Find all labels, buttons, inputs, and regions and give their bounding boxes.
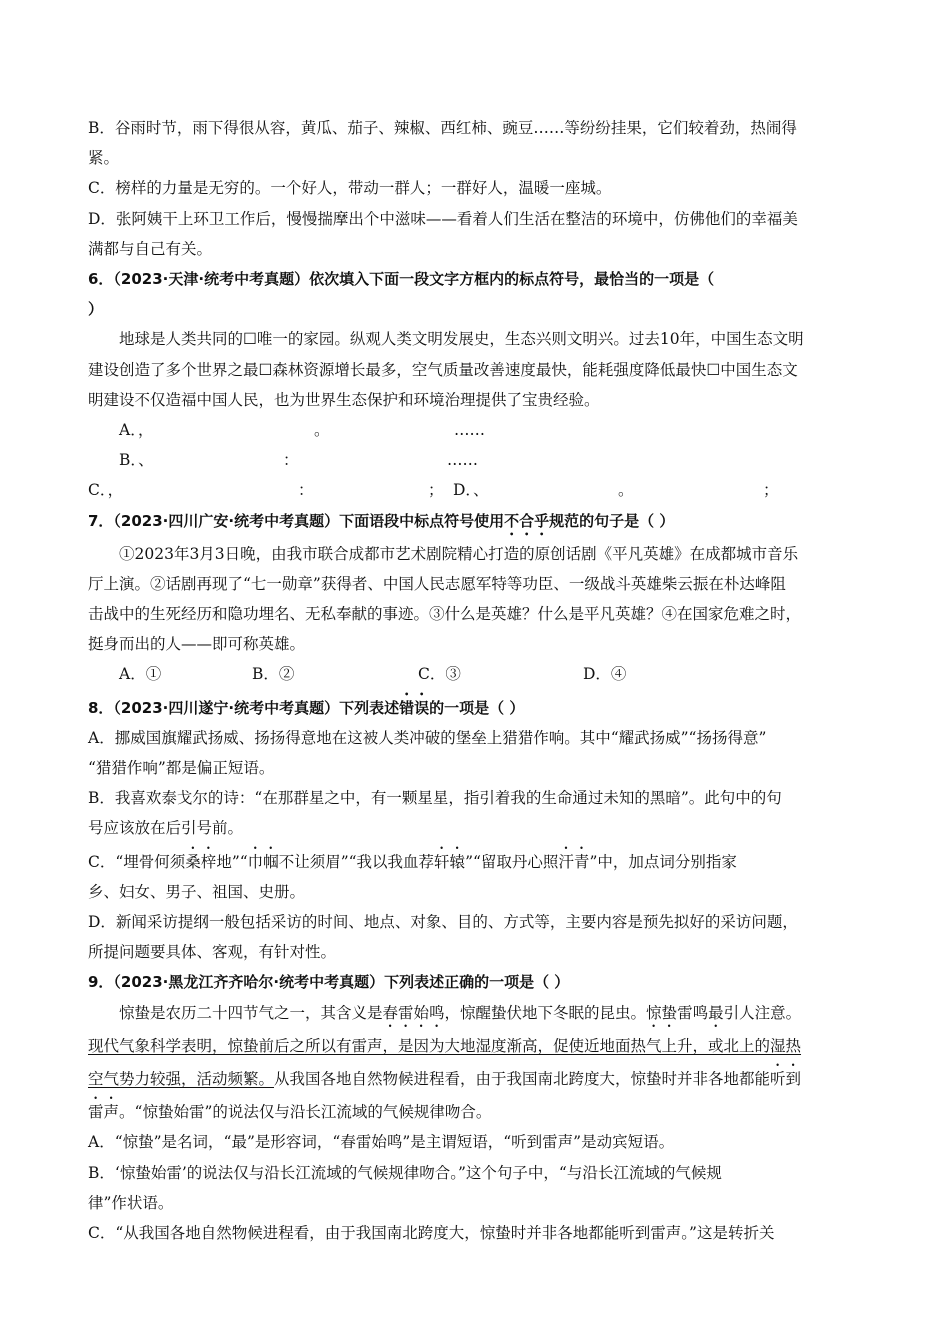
q9-option-a: A．“惊蛰”是名词，“最”是形容词，“春雷始鸣”是主谓短语，“听到雷声”是动宾短语。 — [88, 1133, 675, 1152]
q8-stem — [88, 690, 863, 723]
q9-passage-text1: 惊蛰是农历二十四节气之一，其含义是 — [119, 1003, 383, 1022]
document-body — [88, 113, 863, 1248]
q8-stem-text: 8．（2023·四川遂宁·统考中考真题）下列表述 — [88, 698, 400, 717]
q9-passage-line1 — [88, 998, 863, 1031]
q9-passage-emph2: 惊蛰 — [646, 1003, 678, 1022]
q7-option-a: A．① — [119, 665, 162, 684]
q7-stem-text: 7．（2023·四川广安·统考中考真题）下面语段中标点符号使用 — [88, 511, 505, 530]
q6-option-a — [88, 415, 863, 445]
q7-stem — [88, 506, 863, 539]
q6-passage-line3: 明建设不仅造福中国人民，也为世界生态保护和环境治理提供了宝贵经验。 — [88, 390, 600, 409]
q8-option-b-line2: 号应该放在后引号前。 — [88, 819, 244, 838]
q6-option-c-mark3: ； — [428, 481, 444, 500]
q6-options-c-d — [88, 475, 863, 505]
q8-option-c-emph3: 轩辕 — [434, 852, 466, 871]
q9-option-b-line1: B．‘惊蛰始雷’的说法仅与沿长江流域的气候规律吻合。”这个句子中，“与沿长江流域的气候规 — [88, 1163, 722, 1182]
q8-option-d-line2: 所提问题要具体、客观，有针对性。 — [88, 943, 337, 962]
q8-option-b-line1: B．我喜欢泰戈尔的诗：“在那群星之中，有一颗星星，指引着我的生命通过未知的黑暗”。此句中的句 — [88, 789, 782, 808]
q8-option-a-line1: A．挪威国旗耀武扬威、扬扬得意地在这被人类冲破的堡垒上猎猎作响。其中“耀武扬威”“扬扬得意” — [88, 728, 767, 747]
q9-passage-text6: 。“惊蛰始雷”的说法仅与沿长江流域的气候规律吻合。 — [119, 1103, 492, 1122]
q7-options — [88, 659, 863, 689]
q6-option-c-label: C．， — [88, 481, 124, 500]
q9-passage-line3 — [88, 1061, 863, 1094]
q6-option-a-label: A．， — [119, 421, 154, 440]
q8-option-c-text3: 不让须眉”“我以我血荐 — [278, 852, 435, 871]
q9-passage-text2: ，惊醒蛰伏地下冬眠的昆虫。 — [444, 1003, 647, 1022]
q8-option-d-line1: D．新闻采访提纲一般包括采访的时间、地点、对象、目的、方式等，主要内容是预先拟好的采访问题， — [88, 913, 798, 932]
q7-passage-line3: 击战中的生死经历和隐功埋名、无私奉献的事迹。③什么是英雄？什么是平凡英雄？④在国家危难之时， — [88, 605, 802, 624]
q9-passage-emph5: 雷声 — [88, 1103, 120, 1122]
q9-option-b-line2: 律”作状语。 — [88, 1193, 174, 1212]
q7-stem-emphasis: 不合乎 — [504, 511, 550, 530]
q6-option-d-label: D．、 — [453, 481, 489, 500]
q9-passage-text3: 雷鸣 — [677, 1003, 709, 1022]
q5-option-d-line2: 满都与自己有关。 — [88, 239, 213, 258]
q5-option-d-line1: D．张阿姨干上环卫工作后，慢慢揣摩出个中滋味——看着人们生活在整洁的环境中，仿佛他们的幸福美 — [88, 209, 798, 228]
q9-passage-text5: 从我国各地自然物候进程看，由于我国南北跨度大，惊蛰时并非各地都能 — [274, 1069, 771, 1088]
q7-option-b: B．② — [252, 665, 295, 684]
q9-passage-emph1: 春雷始鸣 — [382, 1003, 445, 1022]
q8-option-a-line2: “猎猎作响”都是偏正短语。 — [88, 759, 275, 778]
q6-option-d-mark3: ； — [763, 481, 779, 500]
q8-stem-tail: 的一项是（ ） — [429, 698, 525, 717]
q5-option-c: C．榜样的力量是无穷的。一个好人，带动一群人；一群好人，温暖一座城。 — [88, 179, 612, 198]
q6-option-b — [88, 445, 863, 475]
q7-passage-line4: 挺身而出的人——即可称英雄。 — [88, 635, 306, 654]
q9-passage-text4: 引人注意。 — [723, 1003, 802, 1022]
q6-option-b-mark3: …… — [447, 451, 478, 470]
q6-passage-line1: 地球是人类共同的☐唯一的家园。纵观人类文明发展史，生态兴则文明兴。过去10年，中国生态文明 — [119, 330, 804, 349]
q7-option-c: C．③ — [418, 665, 461, 684]
q8-stem-emphasis: 错误 — [399, 698, 430, 717]
q8-option-c-emph1: 桑梓 — [185, 852, 217, 871]
q6-option-d-mark2: 。 — [618, 481, 634, 500]
q8-option-c-emph2: 巾帼 — [247, 852, 279, 871]
q8-option-c-text4: ”“留取丹心照 — [465, 852, 559, 871]
q9-passage-line2 — [88, 1031, 863, 1061]
q8-option-c-line2: 乡、妇女、男子、祖国、史册。 — [88, 882, 306, 901]
q9-passage-emph3: 最 — [708, 1003, 724, 1022]
q7-stem-tail: 规范的句子是（ ） — [549, 511, 675, 530]
q9-stem: 9．（2023·黑龙江齐齐哈尔·统考中考真题）下列表述正确的一项是（ ） — [88, 973, 570, 992]
q6-stem-line1: 6．（2023·天津·统考中考真题）依次填入下面一段文字方框内的标点符号，最恰当的一项是（ — [88, 270, 715, 289]
q8-option-c-text1: C．“埋骨何须 — [88, 852, 186, 871]
q9-passage-underlined1: 现代气象科学表明，惊蛰前后之所以有雷声，是因为大地湿度渐高，促使近地面热气上升，或北上的湿热 — [88, 1036, 802, 1055]
q6-option-a-mark3: …… — [454, 421, 485, 440]
q9-passage-underlined2: 空气势力较强，活动频繁。 — [88, 1069, 275, 1088]
q5-option-b-line1: B．谷雨时节，雨下得很从容，黄瓜、茄子、辣椒、西红柿、豌豆……等纷纷挂果，它们较着劲，热闹得 — [88, 119, 797, 137]
q8-option-c-line1 — [88, 844, 863, 877]
q6-option-b-mark2: ： — [283, 451, 299, 470]
q6-option-b-label: B．、 — [119, 451, 154, 470]
q6-stem-line2: ） — [88, 300, 104, 319]
q8-option-c-text5: ”中，加点词分别指家 — [589, 852, 737, 871]
q7-passage-line2: 厅上演。②话剧再现了“七一勋章”获得者、中国人民志愿军特等功臣、一级战斗英雄柴云振在朴达峰阻 — [88, 574, 786, 593]
q7-option-d: D．④ — [583, 665, 627, 684]
q5-option-b-line2: 紧。 — [88, 149, 120, 168]
q6-passage-line2: 建设创造了多个世界之最☐森林资源增长最多，空气质量改善速度最快，能耗强度降低最快☐中国生态文 — [88, 360, 798, 379]
q9-option-c-line1: C．“从我国各地自然物候进程看，由于我国南北跨度大，惊蛰时并非各地都能听到雷声。”这是转折关 — [88, 1223, 775, 1242]
q6-option-c-mark2: ： — [298, 481, 314, 500]
q8-option-c-emph4: 汗青 — [558, 852, 590, 871]
q7-passage-line1: ①2023年3月3日晚，由我市联合成都市艺术剧院精心打造的原创话剧《平凡英雄》在成都城市音乐 — [119, 544, 799, 563]
q9-passage-emph4: 听到 — [770, 1069, 802, 1088]
q9-passage-line4 — [88, 1094, 863, 1127]
q8-option-c-text2: 地”“ — [216, 852, 248, 871]
q6-option-a-mark2: 。 — [314, 421, 330, 440]
